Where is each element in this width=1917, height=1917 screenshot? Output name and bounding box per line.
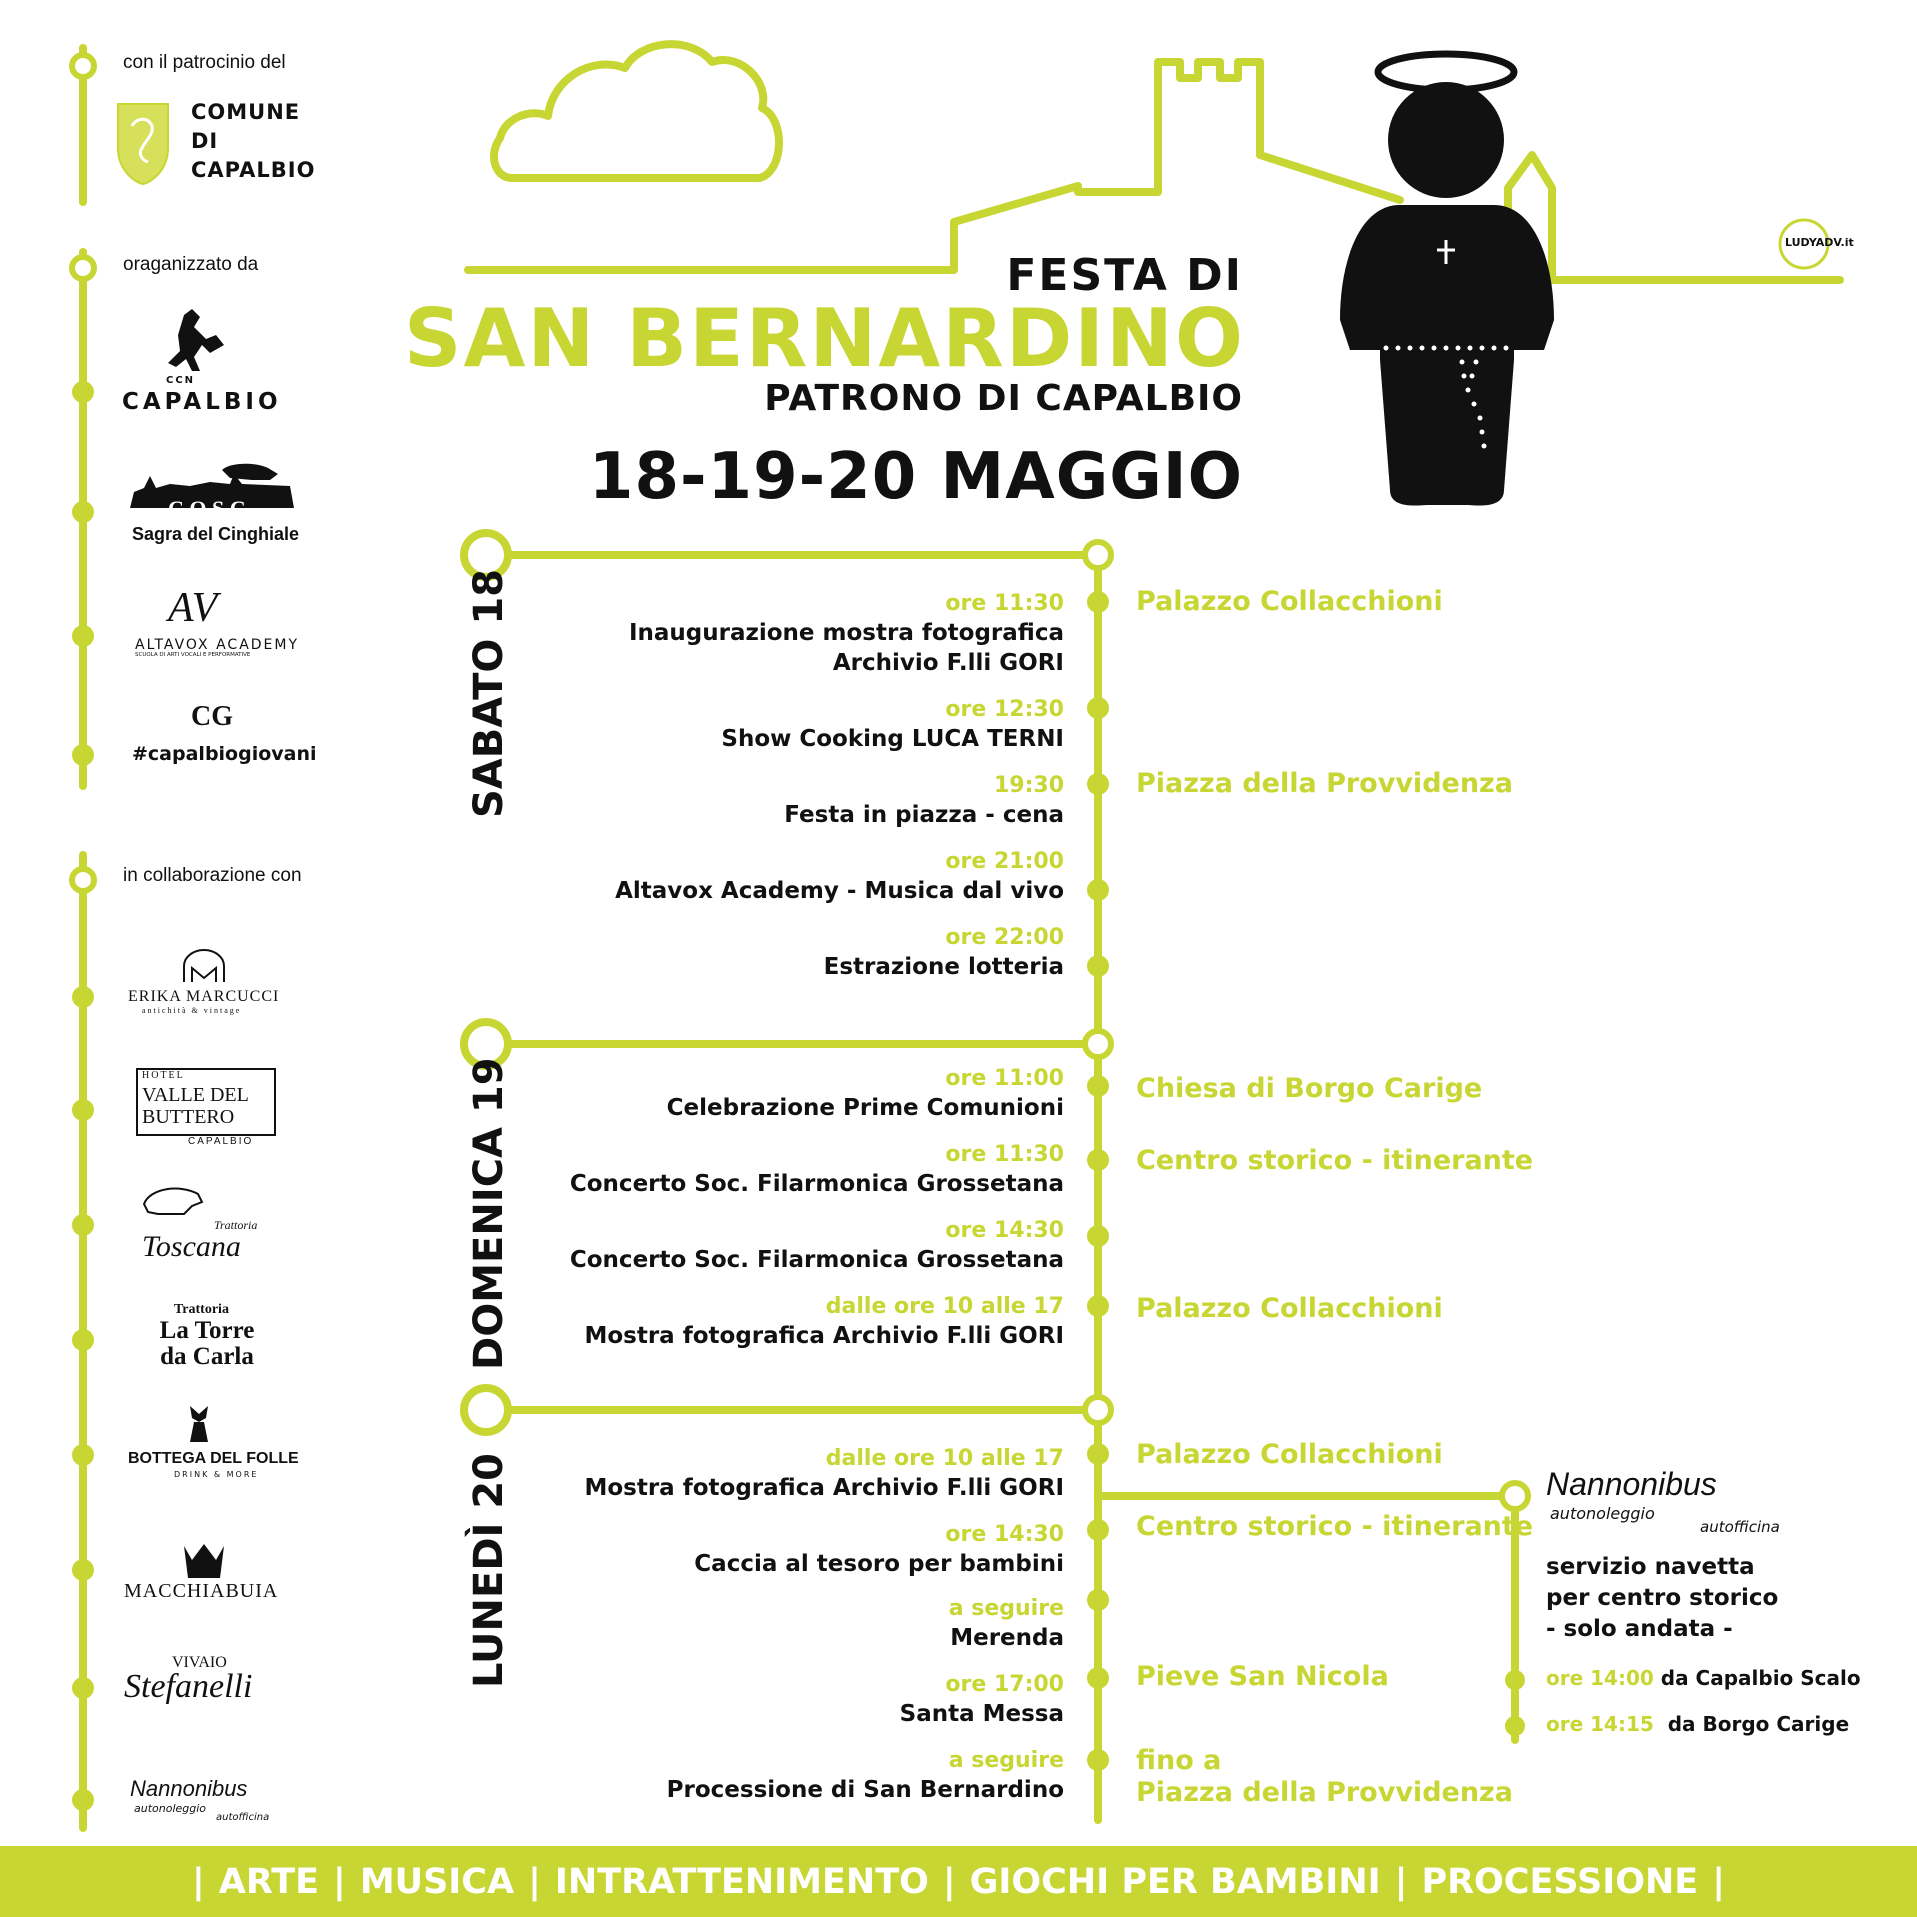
cosc-logo-text: C.O.S.C [168,496,246,521]
erika-sub: antichità & vintage [142,1006,242,1015]
day-label-saturday: SABATO 18 [466,569,512,818]
location-label: Chiesa di Borgo Carige [1136,1073,1483,1104]
erika-logo-text: ERIKA MARCUCCI [128,988,280,1005]
shuttle-schedule-row: ore 14:15 da Borgo Carige [1546,1712,1850,1736]
torre-logo-text: La Torre da Carla [159,1317,255,1370]
event-item: ore 17:00 Santa Messa [899,1672,1064,1727]
cloud-outline [494,44,779,178]
day-node [464,1388,508,1432]
event-item: ore 21:00 Altavox Academy - Musica dal vivo [615,849,1064,904]
location-label: Centro storico - itinerante [1136,1145,1534,1176]
title-festa: FESTA DI [1006,250,1243,301]
ccn-logo-text: CAPALBIO [122,389,282,415]
toscana-small: Trattoria [214,1218,258,1232]
location-label: Centro storico - itinerante [1136,1511,1534,1542]
vivaio-small: VIVAIO [172,1654,227,1671]
hotel-small: HOTEL [142,1070,185,1081]
collaborazione-label: in collaborazione con [123,865,302,886]
giovani-logo-text: #capalbiogiovani [132,743,317,765]
event-item: ore 11:30 Inaugurazione mostra fotografica Archivio F.lli GORI [628,591,1064,676]
footer-item: MUSICA [359,1861,515,1902]
event-item: ore 14:30 Caccia al tesoro per bambini [694,1522,1064,1577]
torre-small: Trattoria [174,1302,229,1317]
footer-separator: | [942,1861,956,1902]
nannoni-sub1: autonoleggio [1550,1504,1655,1523]
event-item: ore 11:00 Celebrazione Prime Comunioni [666,1066,1064,1121]
patrocinio-label: con il patrocinio del [123,52,286,73]
nannoni-small-sub1: autonoleggio [134,1802,207,1815]
hotel-logo-text: VALLE DEL BUTTERO [142,1084,249,1128]
comune-name: COMUNE DI CAPALBIO [191,100,316,182]
macchiabuia-logo-text: MACCHIABUIA [124,1580,279,1602]
hotel-sub: CAPALBIO [188,1136,254,1147]
erika-arch-icon [180,948,228,984]
altavox-sub: SCUOLA DI ARTI VOCALI E PERFORMATIVE [135,652,251,658]
event-item: a seguire Merenda [948,1596,1064,1651]
location-label: Piazza della Provvidenza [1136,768,1513,799]
altavox-logo-text: ALTAVOX ACADEMY [135,637,300,653]
event-item: ore 14:30 Concerto Soc. Filarmonica Grossetana [569,1218,1064,1273]
location-label: Palazzo Collacchioni [1136,586,1443,617]
nannoni-sub2: autofficina [1700,1518,1780,1536]
footer-separator: | [1712,1861,1726,1902]
footer-item: ARTE [218,1861,320,1902]
folle-sub: DRINK & MORE [174,1470,259,1479]
cosc-sub: Sagra del Cinghiale [132,524,300,544]
ccn-small: CCN [166,375,196,386]
location-label: Piazza della Provvidenza [1136,1777,1513,1808]
altavox-monogram: AV [168,585,218,631]
footer-item: GIOCHI PER BAMBINI [969,1861,1381,1902]
organizzato-label: oraganizzato da [123,254,259,275]
event-item: dalle ore 10 alle 17 Mostra fotografica Archivio F.lli GORI [584,1294,1064,1349]
event-item: a seguire Processione di San Bernardino [666,1748,1064,1803]
title-patrono: PATRONO DI CAPALBIO [764,378,1243,419]
location-label: fino a [1136,1745,1222,1776]
footer-separator: | [528,1861,541,1902]
footer-separator: | [333,1861,346,1902]
location-label: Palazzo Collacchioni [1136,1293,1443,1324]
toscana-logo-text: Toscana [142,1230,241,1263]
event-dates: 18-19-20 MAGGIO [588,440,1243,514]
shuttle-info: servizio navetta per centro storico - solo andata - [1546,1554,1779,1642]
vivaio-logo-text: Stefanelli [124,1668,253,1705]
event-item: ore 11:30 Concerto Soc. Filarmonica Grossetana [569,1142,1064,1197]
location-label: Palazzo Collacchioni [1136,1439,1443,1470]
day-label-monday: LUNEDÌ 20 [466,1452,512,1688]
nannoni-small-logo: Nannonibus [130,1776,248,1801]
skyline-outline [468,62,1400,270]
ludyadv-logo: LUDYADV.it [1785,236,1854,249]
comune-crest-icon [112,98,174,186]
footer-bar [0,1846,1917,1917]
node [72,869,94,891]
footer-item: PROCESSIONE [1421,1861,1699,1902]
macchiabuia-crown-icon [180,1540,228,1584]
title-name: SAN BERNARDINO [403,292,1245,385]
folle-jester-icon [184,1402,214,1446]
shuttle-schedule-row: ore 14:00 da Capalbio Scalo [1546,1666,1861,1690]
day-label-sunday: DOMENICA 19 [466,1057,512,1370]
footer-separator: | [191,1861,205,1902]
event-item: ore 12:30 Show Cooking LUCA TERNI [721,697,1064,752]
footer-separator: | [1394,1861,1408,1902]
nannoni-small-sub2: autofficina [216,1812,270,1823]
event-item: 19:30 Festa in piazza - cena [784,773,1064,828]
nannoni-logo: Nannonibus [1546,1466,1717,1502]
event-item: ore 22:00 Estrazione lotteria [823,925,1064,980]
location-label: Pieve San Nicola [1136,1661,1389,1692]
ccn-knight-icon [154,305,230,377]
event-item: dalle ore 10 alle 17 Mostra fotografica Archivio F.lli GORI [584,1446,1064,1501]
giovani-monogram: CG [191,701,233,732]
node [72,257,94,279]
saint-figure [1340,54,1554,506]
footer-item: INTRATTENIMENTO [554,1861,929,1902]
node [72,55,94,77]
folle-logo-text: BOTTEGA DEL FOLLE [128,1450,299,1467]
toscana-boar-icon [140,1180,204,1220]
